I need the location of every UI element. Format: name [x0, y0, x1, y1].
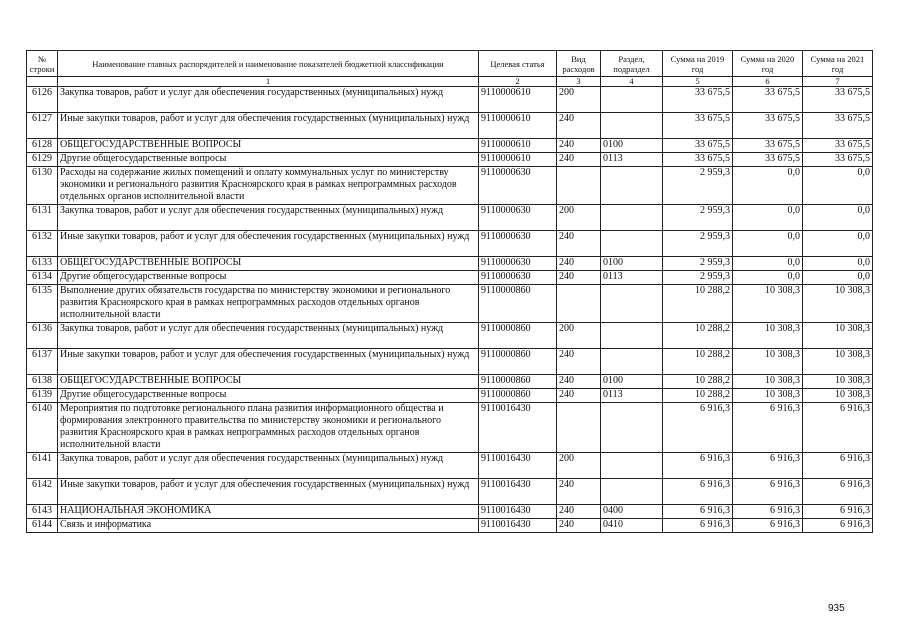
row-number: 6132: [27, 231, 58, 257]
row-name: Закупка товаров, работ и услуг для обеспечения государственных (муниципальных) нужд: [58, 205, 479, 231]
row-name: Закупка товаров, работ и услуг для обеспечения государственных (муниципальных) нужд: [58, 323, 479, 349]
row-expense-type: [557, 403, 601, 453]
row-section: [601, 453, 663, 479]
row-sum-2021: 6 916,3: [803, 403, 873, 453]
row-sum-2019: 10 288,2: [663, 375, 733, 389]
column-number: 7: [803, 77, 873, 87]
row-name: Другие общегосударственные вопросы: [58, 271, 479, 285]
row-sum-2020: 10 308,3: [733, 349, 803, 375]
header-sum-2021: Сумма на 2021 год: [803, 51, 873, 77]
row-name: ОБЩЕГОСУДАРСТВЕННЫЕ ВОПРОСЫ: [58, 375, 479, 389]
row-sum-2019: 2 959,3: [663, 205, 733, 231]
budget-table: [26, 50, 873, 533]
row-expense-type: 240: [557, 505, 601, 519]
row-target-code: 9110000610: [479, 139, 557, 153]
table-row: [27, 153, 873, 167]
row-target-code: 9110000860: [479, 323, 557, 349]
column-number: 2: [479, 77, 557, 87]
row-sum-2021: 0,0: [803, 271, 873, 285]
row-name: Другие общегосударственные вопросы: [58, 153, 479, 167]
row-expense-type: 200: [557, 323, 601, 349]
page-number: 935: [828, 603, 845, 614]
row-section: [601, 403, 663, 453]
table-header: [27, 51, 873, 87]
table-row: [27, 113, 873, 139]
row-name: Мероприятия по подготовке регионального плана развития информационного общества и формирования электронного правительства по министерству экономики и регионального развития Красноярского края в рамках непрограммных расходов отдельных органов исполнительной власти: [58, 403, 479, 453]
table-row: [27, 271, 873, 285]
header-row-no: № строки: [27, 51, 58, 77]
row-sum-2019: 33 675,5: [663, 87, 733, 113]
row-section: 0410: [601, 519, 663, 533]
row-target-code: 9110000630: [479, 167, 557, 205]
row-expense-type: 200: [557, 205, 601, 231]
row-sum-2019: 10 288,2: [663, 349, 733, 375]
row-number: 6134: [27, 271, 58, 285]
row-expense-type: 240: [557, 113, 601, 139]
row-target-code: 9110000860: [479, 375, 557, 389]
row-section: [601, 205, 663, 231]
row-section: [601, 349, 663, 375]
row-number: 6129: [27, 153, 58, 167]
row-sum-2019: 2 959,3: [663, 257, 733, 271]
row-expense-type: 200: [557, 453, 601, 479]
header-code: Целевая статья: [479, 51, 557, 77]
row-sum-2020: 33 675,5: [733, 113, 803, 139]
row-sum-2020: 10 308,3: [733, 285, 803, 323]
row-sum-2020: 6 916,3: [733, 519, 803, 533]
row-sum-2020: 10 308,3: [733, 375, 803, 389]
row-target-code: 9110000860: [479, 349, 557, 375]
column-number: 5: [663, 77, 733, 87]
row-number: 6136: [27, 323, 58, 349]
column-number: [27, 77, 58, 87]
row-sum-2020: 6 916,3: [733, 479, 803, 505]
column-number: 3: [557, 77, 601, 87]
row-target-code: 9110000860: [479, 389, 557, 403]
table-row: [27, 453, 873, 479]
row-sum-2020: 33 675,5: [733, 139, 803, 153]
table-row: [27, 519, 873, 533]
row-sum-2019: 2 959,3: [663, 231, 733, 257]
row-sum-2020: 0,0: [733, 205, 803, 231]
header-sum-2019: Сумма на 2019 год: [663, 51, 733, 77]
row-expense-type: 240: [557, 479, 601, 505]
row-sum-2020: 0,0: [733, 257, 803, 271]
row-number: 6140: [27, 403, 58, 453]
row-sum-2021: 10 308,3: [803, 285, 873, 323]
row-expense-type: 240: [557, 271, 601, 285]
column-number: 6: [733, 77, 803, 87]
row-sum-2019: 33 675,5: [663, 153, 733, 167]
row-number: 6139: [27, 389, 58, 403]
row-number: 6133: [27, 257, 58, 271]
row-sum-2021: 0,0: [803, 231, 873, 257]
row-section: 0113: [601, 153, 663, 167]
table-row: [27, 505, 873, 519]
row-expense-type: 200: [557, 87, 601, 113]
table-row: [27, 375, 873, 389]
row-expense-type: 240: [557, 231, 601, 257]
table-body: [27, 87, 873, 533]
row-sum-2019: 2 959,3: [663, 167, 733, 205]
row-target-code: 9110000610: [479, 153, 557, 167]
row-target-code: 9110000630: [479, 205, 557, 231]
row-sum-2021: 33 675,5: [803, 139, 873, 153]
row-number: 6138: [27, 375, 58, 389]
table-row: [27, 167, 873, 205]
row-sum-2021: 6 916,3: [803, 519, 873, 533]
row-section: [601, 167, 663, 205]
row-number: 6126: [27, 87, 58, 113]
row-section: [601, 87, 663, 113]
row-expense-type: 240: [557, 257, 601, 271]
row-sum-2021: 10 308,3: [803, 389, 873, 403]
row-section: [601, 113, 663, 139]
row-section: [601, 479, 663, 505]
row-name: Расходы на содержание жилых помещений и оплату коммунальных услуг по министерству экономики и регионального развития Красноярского края в рамках непрограммных расходов отдельных органов исполнительной власти: [58, 167, 479, 205]
table-row: [27, 285, 873, 323]
row-sum-2019: 10 288,2: [663, 389, 733, 403]
row-number: 6128: [27, 139, 58, 153]
row-number: 6137: [27, 349, 58, 375]
table-row: [27, 323, 873, 349]
row-sum-2019: 6 916,3: [663, 505, 733, 519]
row-sum-2021: 0,0: [803, 205, 873, 231]
row-sum-2020: 0,0: [733, 231, 803, 257]
table-row: [27, 349, 873, 375]
row-sum-2021: 0,0: [803, 257, 873, 271]
row-sum-2021: 33 675,5: [803, 87, 873, 113]
row-sum-2019: 10 288,2: [663, 285, 733, 323]
row-target-code: 9110016430: [479, 505, 557, 519]
row-section: 0100: [601, 257, 663, 271]
row-sum-2021: 6 916,3: [803, 453, 873, 479]
row-number: 6131: [27, 205, 58, 231]
row-target-code: 9110000630: [479, 231, 557, 257]
row-sum-2021: 6 916,3: [803, 479, 873, 505]
row-sum-2020: 10 308,3: [733, 323, 803, 349]
row-sum-2019: 2 959,3: [663, 271, 733, 285]
row-sum-2021: 0,0: [803, 167, 873, 205]
row-name: Закупка товаров, работ и услуг для обеспечения государственных (муниципальных) нужд: [58, 453, 479, 479]
table-row: [27, 257, 873, 271]
row-sum-2020: 6 916,3: [733, 403, 803, 453]
row-sum-2020: 0,0: [733, 271, 803, 285]
row-sum-2021: 10 308,3: [803, 323, 873, 349]
column-number: 1: [58, 77, 479, 87]
row-sum-2019: 6 916,3: [663, 479, 733, 505]
row-section: 0113: [601, 271, 663, 285]
table-row: [27, 139, 873, 153]
row-number: 6141: [27, 453, 58, 479]
row-target-code: 9110000630: [479, 271, 557, 285]
table-row: [27, 389, 873, 403]
row-sum-2020: 10 308,3: [733, 389, 803, 403]
row-sum-2020: 33 675,5: [733, 153, 803, 167]
row-name: Выполнение других обязательств государства по министерству экономики и регионального развития Красноярского края в рамках непрограммных расходов отдельных органов исполнительной власти: [58, 285, 479, 323]
row-sum-2021: 10 308,3: [803, 349, 873, 375]
table-row: [27, 403, 873, 453]
row-expense-type: 240: [557, 139, 601, 153]
row-section: [601, 285, 663, 323]
header-sum-2020: Сумма на 2020 год: [733, 51, 803, 77]
row-sum-2019: 6 916,3: [663, 453, 733, 479]
row-section: 0400: [601, 505, 663, 519]
row-section: 0100: [601, 375, 663, 389]
row-name: Связь и информатика: [58, 519, 479, 533]
row-target-code: 9110000860: [479, 285, 557, 323]
row-expense-type: 240: [557, 349, 601, 375]
header-name: Наименование главных распорядителей и наименование показателей бюджетной классификации: [58, 51, 479, 77]
row-section: [601, 323, 663, 349]
row-sum-2021: 33 675,5: [803, 113, 873, 139]
row-sum-2020: 6 916,3: [733, 505, 803, 519]
row-sum-2019: 6 916,3: [663, 403, 733, 453]
row-target-code: 9110000630: [479, 257, 557, 271]
row-expense-type: [557, 167, 601, 205]
header-razdel: Раздел, подраздел: [601, 51, 663, 77]
row-target-code: 9110000610: [479, 87, 557, 113]
row-expense-type: 240: [557, 389, 601, 403]
row-section: 0113: [601, 389, 663, 403]
row-name: НАЦИОНАЛЬНАЯ ЭКОНОМИКА: [58, 505, 479, 519]
row-sum-2019: 33 675,5: [663, 139, 733, 153]
row-sum-2021: 33 675,5: [803, 153, 873, 167]
row-target-code: 9110016430: [479, 453, 557, 479]
row-name: Другие общегосударственные вопросы: [58, 389, 479, 403]
row-name: Иные закупки товаров, работ и услуг для обеспечения государственных (муниципальных) нужд: [58, 349, 479, 375]
row-target-code: 9110016430: [479, 403, 557, 453]
table-row: [27, 231, 873, 257]
column-number-row: [27, 77, 873, 87]
row-sum-2020: 0,0: [733, 167, 803, 205]
row-target-code: 9110000610: [479, 113, 557, 139]
row-sum-2021: 6 916,3: [803, 505, 873, 519]
row-sum-2021: 10 308,3: [803, 375, 873, 389]
row-expense-type: 240: [557, 375, 601, 389]
row-expense-type: 240: [557, 519, 601, 533]
row-section: 0100: [601, 139, 663, 153]
row-target-code: 9110016430: [479, 479, 557, 505]
row-name: Иные закупки товаров, работ и услуг для обеспечения государственных (муниципальных) нужд: [58, 479, 479, 505]
row-sum-2019: 10 288,2: [663, 323, 733, 349]
row-target-code: 9110016430: [479, 519, 557, 533]
row-name: ОБЩЕГОСУДАРСТВЕННЫЕ ВОПРОСЫ: [58, 257, 479, 271]
row-expense-type: [557, 285, 601, 323]
header-vid: Вид расходов: [557, 51, 601, 77]
row-sum-2020: 33 675,5: [733, 87, 803, 113]
row-sum-2019: 33 675,5: [663, 113, 733, 139]
row-number: 6142: [27, 479, 58, 505]
row-expense-type: 240: [557, 153, 601, 167]
row-number: 6130: [27, 167, 58, 205]
row-number: 6143: [27, 505, 58, 519]
row-number: 6144: [27, 519, 58, 533]
column-number: 4: [601, 77, 663, 87]
row-name: ОБЩЕГОСУДАРСТВЕННЫЕ ВОПРОСЫ: [58, 139, 479, 153]
table-row: [27, 87, 873, 113]
row-section: [601, 231, 663, 257]
row-number: 6135: [27, 285, 58, 323]
row-number: 6127: [27, 113, 58, 139]
row-sum-2019: 6 916,3: [663, 519, 733, 533]
row-name: Иные закупки товаров, работ и услуг для обеспечения государственных (муниципальных) нужд: [58, 231, 479, 257]
row-name: Закупка товаров, работ и услуг для обеспечения государственных (муниципальных) нужд: [58, 87, 479, 113]
table-row: [27, 479, 873, 505]
row-name: Иные закупки товаров, работ и услуг для обеспечения государственных (муниципальных) нужд: [58, 113, 479, 139]
table-row: [27, 205, 873, 231]
row-sum-2020: 6 916,3: [733, 453, 803, 479]
